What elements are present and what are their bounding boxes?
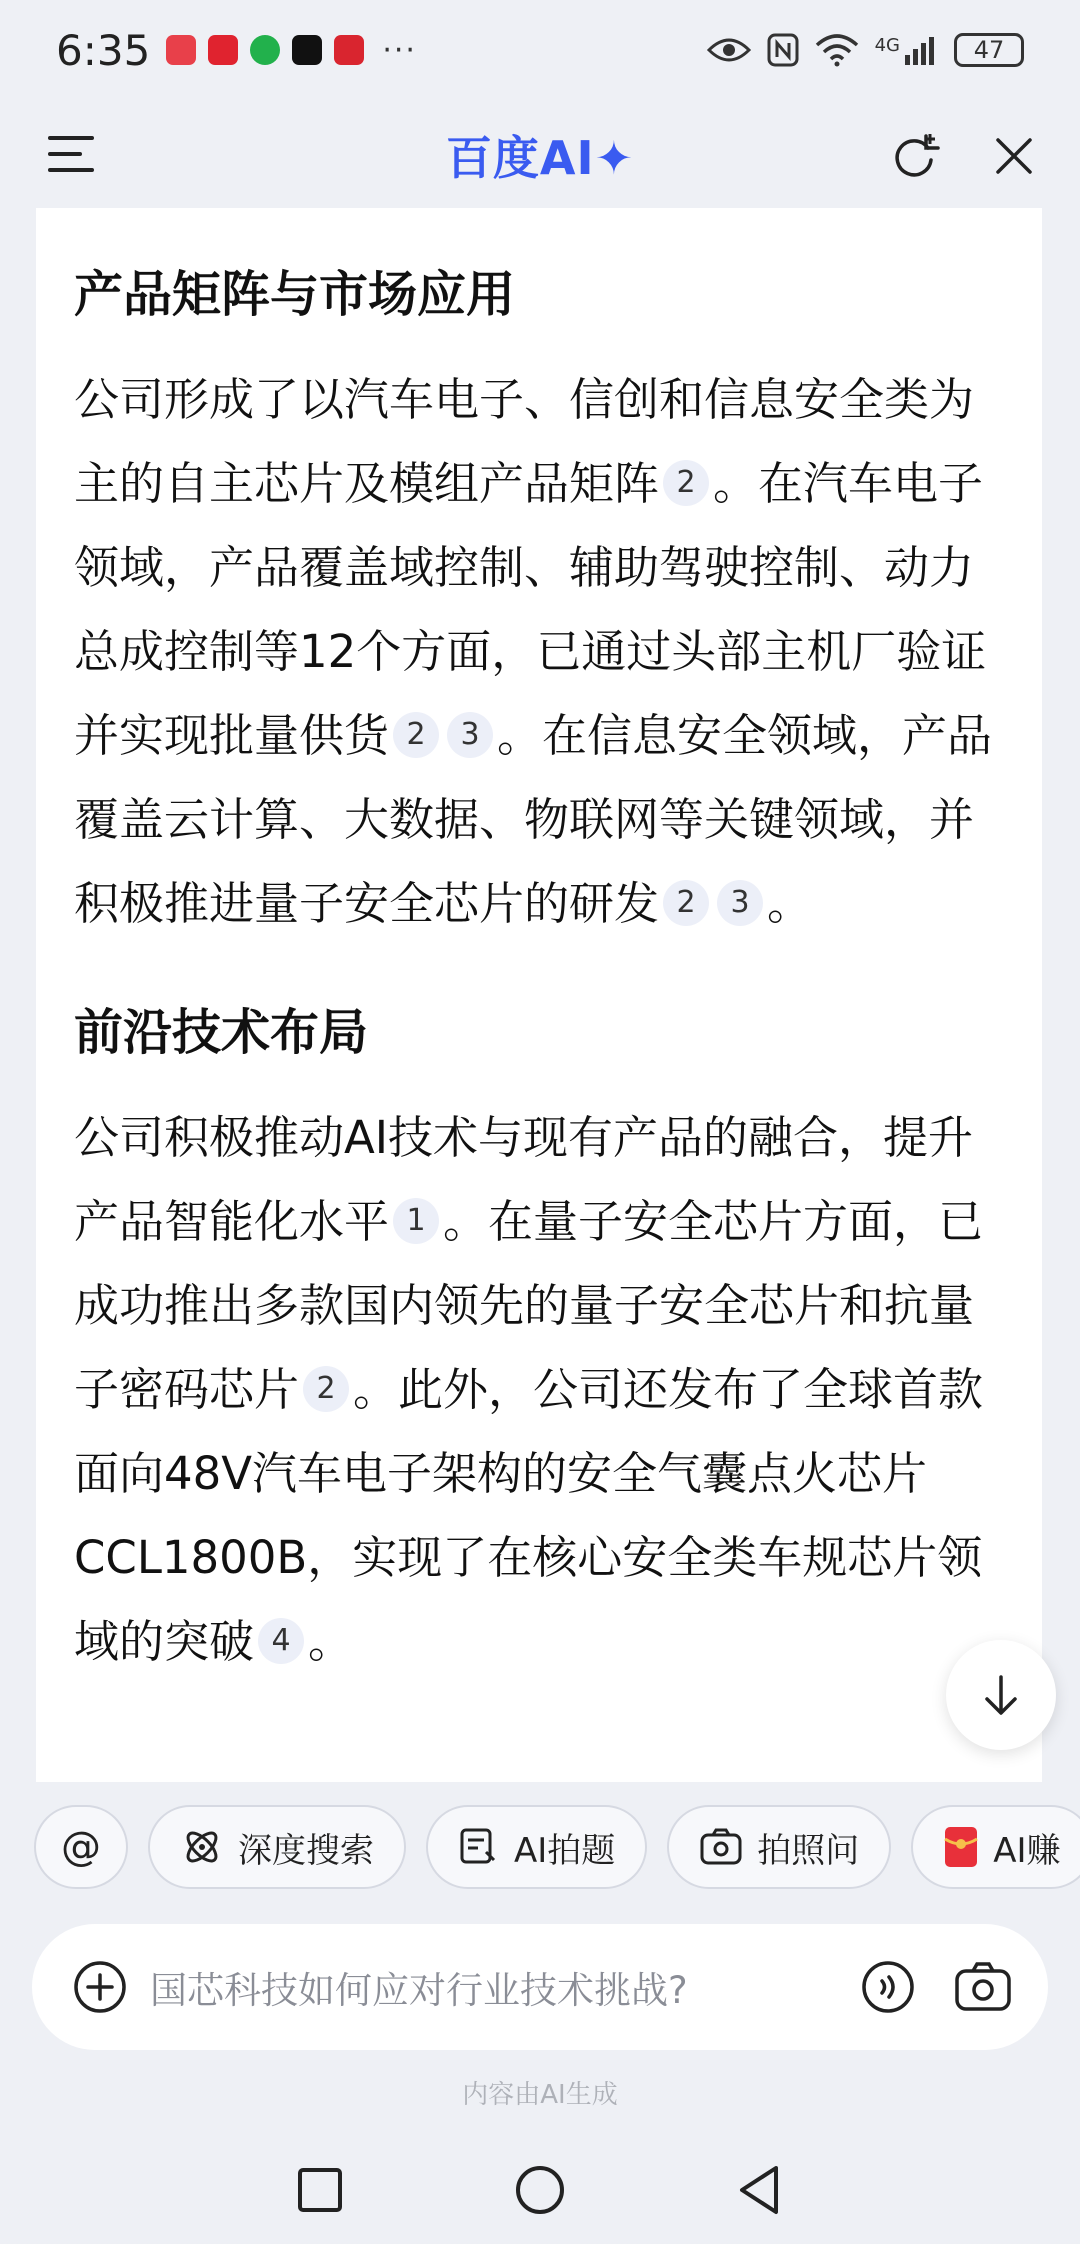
paragraph-text: 。在量子安全芯片方面，已成功推出多款国内领先的量子安全芯片和抗量子密码芯片 (74, 1195, 984, 1416)
network-type: 4G (874, 35, 900, 56)
paragraph-text: 。在汽车电子领域，产品覆盖域控制、辅助驾驶控制、动力总成控制等12个方面，已通过头部主机厂验证并实现批量供货 (74, 457, 987, 762)
section-paragraph (74, 358, 1002, 946)
quick-action-chips (34, 1805, 1080, 1893)
battery-icon (954, 33, 1024, 67)
more-notifications-icon: ··· (382, 32, 417, 68)
at-icon: @ (61, 1824, 101, 1870)
eye-icon (707, 35, 751, 65)
shopping-app-icon (334, 35, 364, 65)
section-heading: 产品矩阵与市场应用 (74, 266, 516, 323)
answer-card (36, 208, 1042, 1782)
paragraph-text: 。此外，公司还发布了全球首款面向48V汽车电子架构的安全气囊点火芯片CCL1800B，实现了在核心安全类车规芯片领域的突破 (74, 1363, 984, 1668)
news-app-icon (208, 35, 238, 65)
wifi-icon (815, 33, 859, 67)
photo-ask-chip[interactable] (667, 1805, 891, 1889)
menu-icon[interactable] (48, 136, 94, 176)
red-envelope-icon (943, 1825, 979, 1869)
citation-badge[interactable]: 2 (663, 880, 709, 926)
answer-content (36, 260, 1042, 1684)
camera-search-icon (699, 1827, 743, 1867)
document-edit-icon (458, 1826, 500, 1868)
citation-badge[interactable]: 3 (447, 712, 493, 758)
tiktok-icon (292, 35, 322, 65)
deep-search-chip[interactable] (148, 1805, 406, 1889)
add-icon[interactable] (72, 1959, 128, 2015)
status-time: 6:35 (56, 25, 151, 75)
citation-badge[interactable]: 2 (303, 1366, 349, 1412)
nfc-icon (767, 33, 799, 67)
new-chat-icon[interactable] (888, 130, 940, 182)
status-right (707, 33, 1024, 67)
close-icon[interactable] (988, 130, 1040, 182)
chat-input-bar (32, 1924, 1048, 2050)
notification-icons (166, 33, 417, 68)
top-bar (0, 100, 1080, 210)
brand-title: 百度AI (445, 131, 595, 185)
at-mention-chip[interactable] (34, 1805, 128, 1889)
paragraph-text: 公司形成了以汽车电子、信创和信息安全类为主的自主芯片及模组产品矩阵 (74, 373, 975, 510)
paragraph-text: 。在信息安全领域，产品覆盖云计算、大数据、物联网等关键领域，并积极推进量子安全芯片的研发 (74, 709, 993, 930)
system-nav-bar (0, 2150, 1080, 2230)
sparkle-icon: ✦ (594, 131, 635, 185)
scroll-to-bottom-button[interactable] (946, 1640, 1056, 1750)
back-icon[interactable] (736, 2164, 784, 2216)
ai-photo-question-label: AI拍题 (514, 1830, 616, 1871)
recent-apps-icon[interactable] (296, 2166, 344, 2214)
citation-badge[interactable]: 4 (258, 1618, 304, 1664)
battery-level: 47 (973, 36, 1005, 64)
home-icon[interactable] (514, 2164, 566, 2216)
atom-icon (180, 1825, 224, 1869)
arrow-down-icon (977, 1671, 1025, 1719)
citation-badge[interactable]: 2 (393, 712, 439, 758)
status-bar (0, 0, 1080, 100)
signal-indicator (875, 35, 938, 65)
section-paragraph (74, 1096, 1002, 1684)
wechat-icon (250, 35, 280, 65)
paragraph-text: 。 (767, 877, 813, 930)
paragraph-text: 。 (308, 1615, 354, 1668)
citation-badge[interactable]: 2 (663, 460, 709, 506)
ai-earn-chip[interactable] (911, 1805, 1080, 1889)
red-app-icon (166, 35, 196, 65)
ai-photo-question-chip[interactable] (426, 1805, 647, 1889)
paragraph-text: 公司积极推动AI技术与现有产品的融合，提升产品智能化水平 (74, 1111, 974, 1248)
ai-generated-note: 内容由AI生成 (462, 2080, 618, 2110)
chat-input[interactable]: 国芯科技如何应对行业技术挑战? (150, 1969, 688, 2012)
camera-icon[interactable] (954, 1961, 1012, 2013)
section-heading: 前沿技术布局 (74, 1004, 369, 1061)
citation-badge[interactable]: 1 (393, 1198, 439, 1244)
ai-earn-label: AI赚 (993, 1830, 1061, 1871)
citation-badge[interactable]: 3 (717, 880, 763, 926)
signal-icon (904, 35, 938, 65)
voice-icon[interactable] (860, 1959, 916, 2015)
photo-ask-label: 拍照问 (757, 1830, 860, 1871)
app-logo (446, 122, 634, 188)
deep-search-label: 深度搜索 (238, 1830, 374, 1871)
